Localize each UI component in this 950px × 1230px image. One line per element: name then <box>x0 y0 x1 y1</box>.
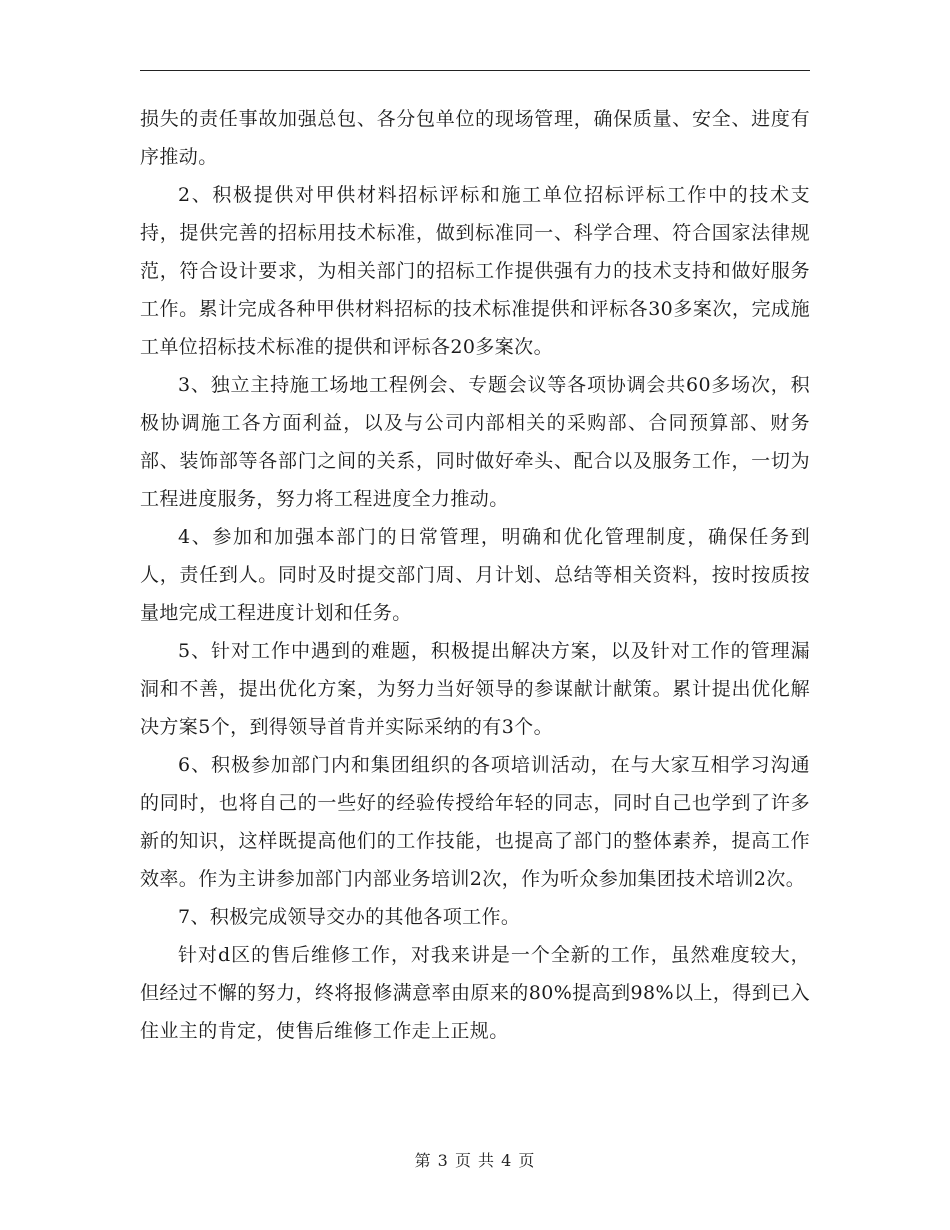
paragraph-item-2: 2、积极提供对甲供材料招标评标和施工单位招标评标工作中的技术支持，提供完善的招标用技术标准，做到标准同一、科学合理、符合国家法律规范，符合设计要求，为相关部门的招标工作提供强有力的技术支持和做好服务工作。累计完成各种甲供材料招标的技术标准提供和评标各30多案次，完成施工单位招标技术标准的提供和评标各20多案次。 <box>140 184 810 358</box>
paragraph-continuation: 损失的责任事故加强总包、各分包单位的现场管理，确保质量、安全、进度有序推动。 <box>140 108 810 168</box>
paragraph-item-4: 4、参加和加强本部门的日常管理，明确和优化管理制度，确保任务到人，责任到人。同时及时提交部门周、月计划、总结等相关资料，按时按质按量地完成工程进度计划和任务。 <box>140 526 810 624</box>
paragraph-aftersales: 针对d区的售后维修工作，对我来讲是一个全新的工作，虽然难度较大，但经过不懈的努力，终将报修满意率由原来的80%提高到98%以上，得到已入住业主的肯定，使售后维修工作走上正规。 <box>140 944 810 1042</box>
paragraph-item-3: 3、独立主持施工场地工程例会、专题会议等各项协调会共60多场次，积极协调施工各方面利益，以及与公司内部相关的采购部、合同预算部、财务部、装饰部等各部门之间的关系，同时做好牵头、配合以及服务工作，一切为工程进度服务，努力将工程进度全力推动。 <box>140 374 810 510</box>
page-number-footer: 第 3 页 共 4 页 <box>414 1151 536 1170</box>
paragraph-item-5: 5、针对工作中遇到的难题，积极提出解决方案，以及针对工作的管理漏洞和不善，提出优化方案，为努力当好领导的参谋献计献策。累计提出优化解决方案5个，到得领导首肯并实际采纳的有3个。 <box>140 640 810 738</box>
paragraph-item-6: 6、积极参加部门内和集团组织的各项培训活动，在与大家互相学习沟通的同时，也将自己的一些好的经验传授给年轻的同志，同时自己也学到了许多新的知识，这样既提高他们的工作技能，也提高了部门的整体素养，提高工作效率。作为主讲参加部门内部业务培训2次，作为听众参加集团技术培训2次。 <box>140 754 810 890</box>
header-rule <box>140 70 810 71</box>
document-body <box>140 100 810 1050</box>
paragraph-item-7: 7、积极完成领导交办的其他各项工作。 <box>178 906 521 928</box>
